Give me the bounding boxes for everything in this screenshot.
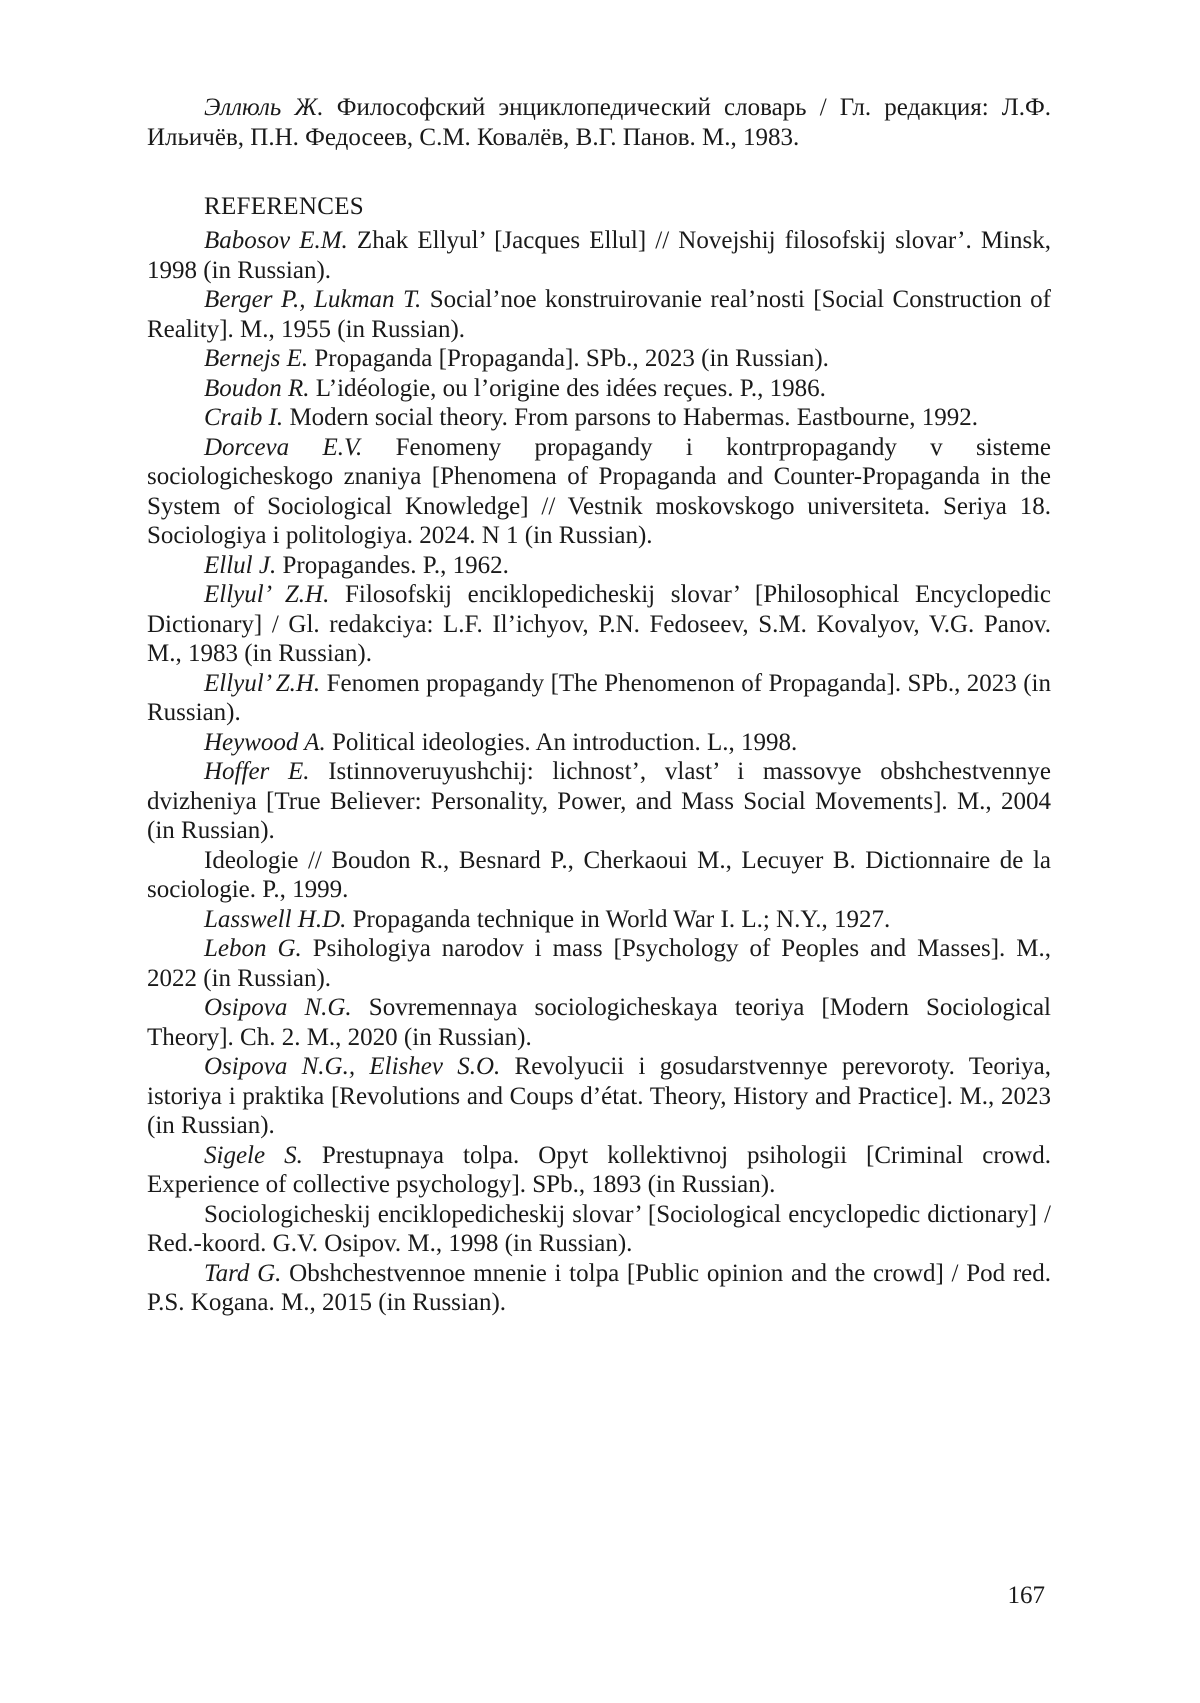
reference-author: Berger P., Lukman T. (204, 286, 422, 313)
reference-entry (147, 344, 1051, 374)
reference-entry (147, 934, 1051, 993)
reference-text: Modern social theory. From parsons to Habermas. Eastbourne, 1992. (283, 404, 978, 431)
reference-entry (147, 846, 1051, 905)
reference-author: Ellul J. (204, 551, 277, 579)
reference-entry (147, 551, 1051, 581)
reference-text: Propagandes. P., 1962. (276, 551, 509, 579)
bibliography-entry (147, 93, 1051, 152)
reference-entry (147, 757, 1051, 846)
reference-text: Ideologie // Boudon R., Besnard P., Cherkaoui M., Lecuyer B. Dictionnaire de la sociologie. P., 1999. (147, 846, 1051, 903)
reference-entry (147, 1259, 1051, 1318)
reference-author: Heywood A. (204, 728, 326, 756)
reference-author: Boudon R. (204, 374, 310, 402)
entry-text: Философский энциклопедический словарь / Гл. редакция: Л.Ф. Ильичёв, П.Н. Федосеев, С.М. Ковалёв, В.Г. Панов. М., 1983. (147, 94, 1051, 151)
reference-author: Craib I. (204, 404, 284, 431)
reference-text: Propaganda [Propaganda]. SPb., 2023 (in Russian). (308, 345, 829, 372)
reference-entry (147, 403, 1051, 433)
reference-entry (147, 580, 1051, 669)
entry-author: Эллюль Ж. (204, 94, 324, 121)
reference-text: L’idéologie, ou l’origine des idées reçues. P., 1986. (309, 374, 826, 402)
reference-entry (147, 433, 1051, 551)
reference-text: Filosofskij enciklopedicheskij slovar’ [Philosophical Encyclopedic Dictionary] / Gl. redakciya: L.F. Il’ichyov, P.N. Fedoseev, S.M. Kovalyov, V.G. Panov. M., 1983 (in Russian). (147, 581, 1052, 667)
references-heading: REFERENCES (204, 193, 364, 220)
reference-author: Dorceva E.V. (204, 433, 363, 461)
reference-text: Propaganda technique in World War I. L.; N.Y., 1927. (346, 905, 891, 933)
reference-author: Ellyul’ Z.H. (204, 669, 321, 697)
reference-text: Social’noe konstruirovanie real’nosti [Social Construction of Reality]. M., 1955 (in Russian). (147, 286, 1051, 343)
reference-text: Sovremennaya sociologicheskaya teoriya [Modern Sociological Theory]. Ch. 2. M., 2020 (in Russian). (147, 994, 1051, 1051)
reference-entry (147, 1141, 1051, 1200)
reference-entry (147, 285, 1051, 344)
reference-author: Lasswell H.D. (204, 905, 347, 933)
reference-text: Psihologiya narodov i mass [Psychology of Peoples and Masses]. M., 2022 (in Russian). (147, 935, 1051, 992)
reference-author: Osipova N.G., Elishev S.O. (204, 1053, 501, 1080)
reference-entry (147, 226, 1051, 285)
page-number: 167 (1007, 1582, 1045, 1609)
reference-author: Bernejs E. (204, 345, 309, 372)
reference-text: Revolyucii i gosudarstvennye perevoroty. Teoriya, istoriya i praktika [Revolutions and Coups d’état. Theory, History and Practice]. M., 2023 (in Russian). (147, 1053, 1051, 1139)
reference-text: Fenomeny propagandy i kontrpropagandy v sisteme sociologicheskogo znaniya [Phenomena of Propaganda and Counter-Propaganda in the System of Sociological Knowledge] // Vestnik moskovskogo universiteta. Seriya 18. Sociologiya i politologiya. 2024. N 1 (in Russian). (147, 433, 1051, 549)
reference-entry (147, 1200, 1051, 1259)
reference-text: Istinnoveruyushchij: lichnost’, vlast’ i massovye obshchestvennye dvizheniya [True Believer: Personality, Power, and Mass Social Movements]. M., 2004 (in Russian). (147, 758, 1051, 844)
references-list (147, 226, 1051, 1318)
reference-author: Ellyul’ Z.H. (204, 581, 330, 608)
reference-text: Obshchestvennoe mnenie i tolpa [Public opinion and the crowd] / Pod red. P.S. Kogana. M., 2015 (in Russian). (147, 1259, 1051, 1316)
reference-text: Fenomen propagandy [The Phenomenon of Propaganda]. SPb., 2023 (in Russian). (147, 669, 1051, 726)
reference-text: Political ideologies. An introduction. L., 1998. (325, 728, 798, 756)
reference-entry (147, 669, 1051, 728)
reference-text: Prestupnaya tolpa. Opyt kollektivnoj psihologii [Criminal crowd. Experience of collective psychology]. SPb., 1893 (in Russian). (147, 1141, 1051, 1198)
reference-text: Zhak Ellyul’ [Jacques Ellul] // Novejshij filosofskij slovar’. Minsk, 1998 (in Russian). (147, 227, 1051, 284)
reference-entry (147, 905, 1051, 935)
reference-entry (147, 374, 1051, 404)
reference-author: Babosov E.M. (204, 227, 348, 254)
reference-author: Sigele S. (204, 1141, 303, 1169)
reference-entry (147, 728, 1051, 758)
reference-author: Lebon G. (204, 935, 302, 962)
reference-author: Tard G. (204, 1259, 282, 1287)
reference-text: Sociologicheskij enciklopedicheskij slovar’ [Sociological encyclopedic dictionary] / Red.-koord. G.V. Osipov. M., 1998 (in Russian). (147, 1200, 1051, 1257)
top-bibliography-entry-block (147, 93, 1051, 152)
reference-entry (147, 993, 1051, 1052)
reference-author: Osipova N.G. (204, 994, 352, 1021)
references-section (147, 192, 1051, 1318)
reference-entry (147, 1052, 1051, 1141)
reference-author: Hoffer E. (204, 758, 310, 785)
